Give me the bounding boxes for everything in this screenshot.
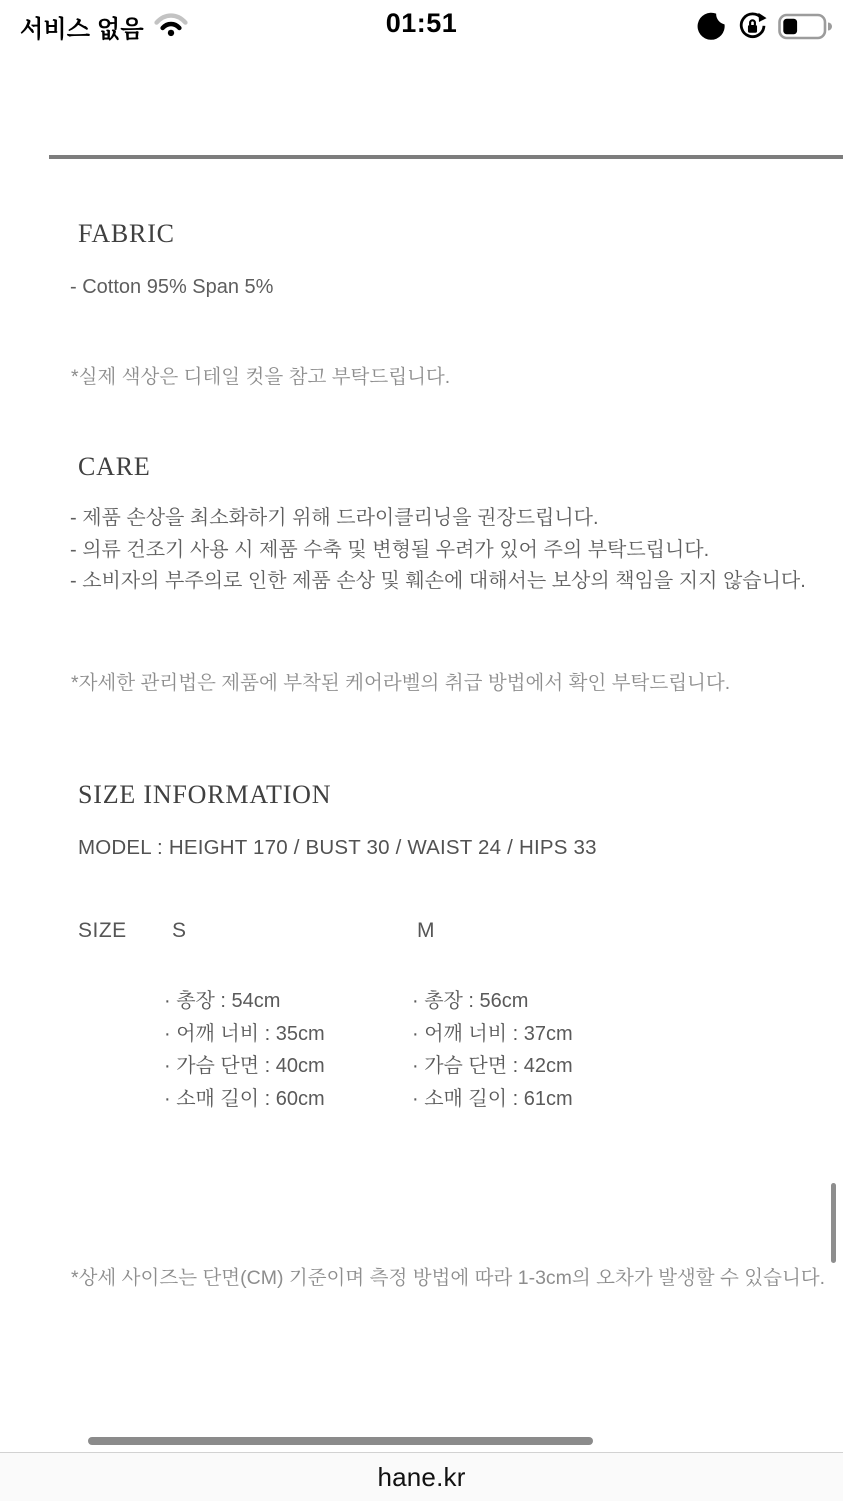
care-instructions — [70, 503, 806, 598]
fabric-composition: - Cotton 95% Span 5% — [70, 276, 274, 298]
measurement-line: · 총장 : 56cm — [412, 990, 529, 1012]
carrier-label: 서비스 없음 — [20, 15, 144, 43]
battery-icon — [778, 13, 832, 40]
status-bar-left — [20, 9, 188, 44]
fabric-heading: FABRIC — [78, 219, 175, 248]
size-m-measurements — [412, 985, 573, 1115]
status-bar — [0, 0, 843, 50]
size-column-m-label: M — [417, 919, 435, 942]
clock-label: 01:51 — [385, 8, 458, 38]
measurement-line: · 가슴 단면 : 40cm — [164, 1055, 325, 1077]
size-table-row-label: SIZE — [78, 919, 127, 942]
care-note: *자세한 관리법은 제품에 부착된 케어라벨의 취급 방법에서 확인 부탁드립니다. — [71, 672, 731, 694]
orientation-lock-icon — [737, 11, 768, 42]
measurement-line: · 소매 길이 : 60cm — [164, 1087, 325, 1110]
model-measurements: MODEL : HEIGHT 170 / BUST 30 / WAIST 24 / HIPS 33 — [78, 836, 597, 859]
care-line: - 의류 건조기 사용 시 제품 수축 및 변형될 우려가 있어 주의 부탁드립니다. — [70, 538, 710, 561]
size-tolerance-note: *상세 사이즈는 단면(CM) 기준이며 측정 방법에 따라 1-3cm의 오차가 발생할 수 있습니다. — [71, 1267, 826, 1289]
care-line: - 소비자의 부주의로 인한 제품 손상 및 훼손에 대해서는 보상의 책임을 지지 않습니다. — [70, 570, 806, 592]
moon-icon — [696, 11, 727, 42]
size-information-heading: SIZE INFORMATION — [78, 780, 332, 809]
status-bar-right — [696, 11, 832, 42]
measurement-line: · 총장 : 54cm — [164, 990, 281, 1012]
measurement-line: · 어깨 너비 : 37cm — [412, 1022, 573, 1045]
wifi-icon — [154, 11, 188, 42]
measurement-line: · 소매 길이 : 61cm — [412, 1087, 573, 1110]
care-line: - 제품 손상을 최소화하기 위해 드라이클리닝을 권장드립니다. — [70, 507, 599, 529]
browser-bottom-bar — [0, 1452, 843, 1501]
size-s-measurements — [164, 985, 325, 1115]
measurement-line: · 어깨 너비 : 35cm — [164, 1022, 325, 1045]
fabric-note: *실제 색상은 디테일 컷을 참고 부탁드립니다. — [71, 366, 451, 388]
url-label[interactable]: hane.kr — [377, 1461, 466, 1492]
care-heading: CARE — [78, 452, 151, 481]
content-bottom-divider — [88, 1437, 593, 1445]
size-column-s-label: S — [172, 919, 187, 942]
scrollbar-thumb[interactable] — [831, 1183, 836, 1263]
measurement-line: · 가슴 단면 : 42cm — [412, 1055, 573, 1077]
content-top-divider — [49, 155, 843, 159]
